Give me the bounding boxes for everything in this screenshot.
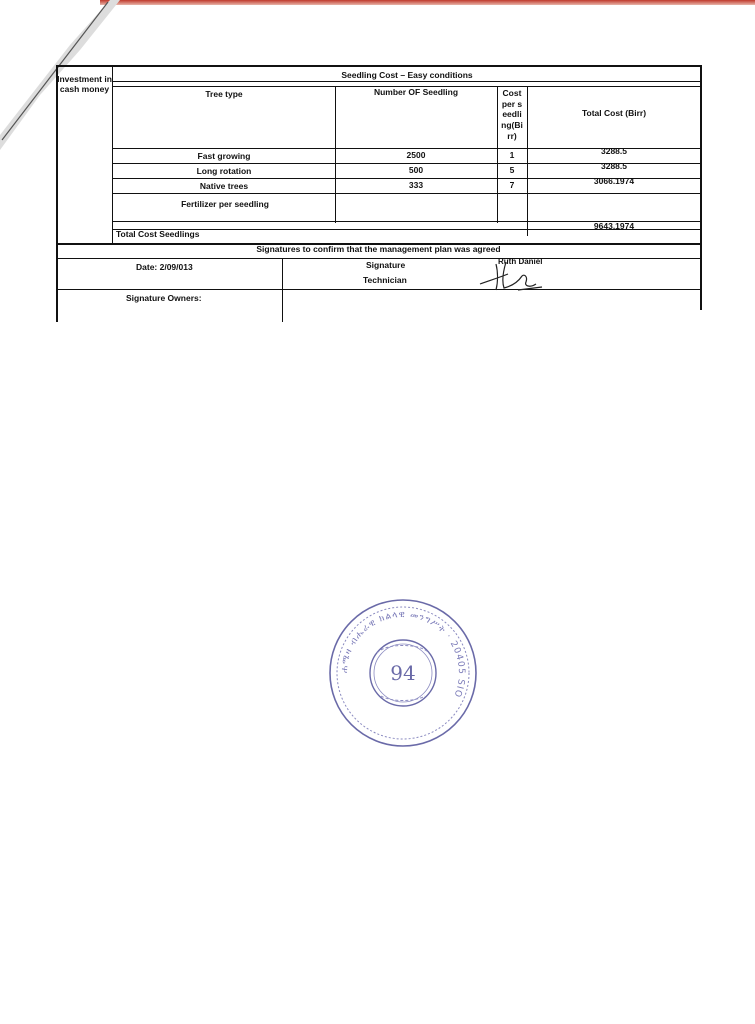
col-header-tree-type: Tree type [205,89,243,99]
col-header-cost-per-seedling: Cost per seedling(Birr) [501,88,523,141]
row-cost: 1 [509,150,515,160]
signature-label: Signature [366,260,406,270]
row-number: 2500 [406,150,426,160]
row-total: 3066.1974 [593,176,635,186]
svg-text:ሐሜዛ ብሔራዊ ክልላዊ መንግሥት · 20405 SI [340,610,466,699]
row-tree-type: Fertilizer per seedling [181,199,269,209]
technician-signature [478,256,548,296]
signatures-heading: Signatures to confirm that the management plan was agreed [256,244,501,254]
seedling-cost-table [0,0,755,330]
col-header-number: Number OF Seedling [373,87,459,97]
stamp-number: 94 [390,661,416,685]
total-cost-label: Total Cost Seedlings [116,229,200,239]
col-header-total-cost: Total Cost (Birr) [581,108,647,118]
date-label: Date: 2/09/013 [136,262,193,272]
table-title: Seedling Cost – Easy conditions [341,70,473,80]
stamp-ring-text: ሐሜዛ ብሔራዊ ክልላዊ መንግሥት · 20405 SIO [339,609,467,700]
technician-name: Ruth Daniel [498,257,543,266]
technician-label: Technician [363,275,407,285]
row-tree-type: Fast growing [197,151,251,161]
row-cost: 5 [509,165,515,175]
total-cost-value: 9643.1974 [593,221,635,231]
row-tree-type: Long rotation [196,166,252,176]
owners-signature-label: Signature Owners: [126,293,202,303]
row-total: 3288.5 [601,161,627,171]
row-number: 333 [408,180,424,190]
official-stamp [325,598,482,748]
row-tree-type: Native trees [199,181,249,191]
investment-label: Investment in cash money [57,74,112,94]
row-total: 3288.5 [601,146,627,156]
row-cost: 7 [509,180,515,190]
row-number: 500 [408,165,424,175]
